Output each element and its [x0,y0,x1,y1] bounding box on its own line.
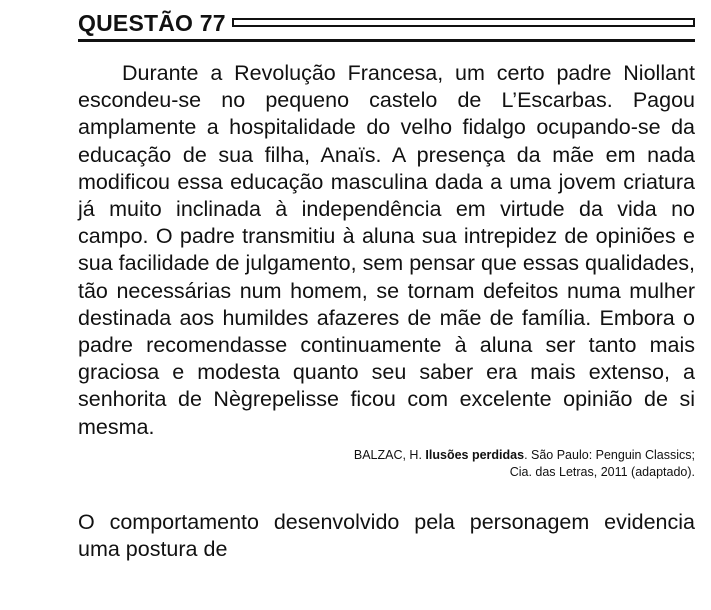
citation-line-2: Cia. das Letras, 2011 (adaptado). [509,464,695,479]
citation-author: BALZAC, H. [353,447,426,462]
citation-publisher: . São Paulo: Penguin Classics; [524,447,695,462]
source-citation [78,447,695,481]
citation-line-1 [78,447,695,464]
passage-text: Durante a Revolução Francesa, um certo padre Niollant escondeu-se no pequeno castelo de L’Escarbas. Pagou amplamente a hospitalidade do velho fidalgo ocupando-se da educação de sua filha, Anaïs. A presença da mãe em nada modificou essa educação masculina dada a uma jovem criatura já muito inclinada à independência em virtude da vida no campo. O padre transmitiu à aluna sua intrepidez de opiniões e sua facilidade de julgamento, sem pensar que essas qualidades, tão necessárias num homem, se tornam defeitos numa mulher destinada aos humildes afazeres de mãe de família. Embora o padre recomendasse continuamente à aluna ser tanto mais graciosa e modesta quanto seu saber era mais extenso, a senhorita de Nègrepelisse ficou com excelente opinião de si mesma. [78,61,695,439]
question-header [78,8,695,42]
question-title: QUESTÃO 77 [78,10,226,36]
question-stem: O comportamento desenvolvido pela personagem evidencia uma postura de [78,509,695,562]
question-page [78,8,695,585]
citation-work-title: Ilusões perdidas [425,447,525,462]
header-decorative-bar [232,18,695,27]
